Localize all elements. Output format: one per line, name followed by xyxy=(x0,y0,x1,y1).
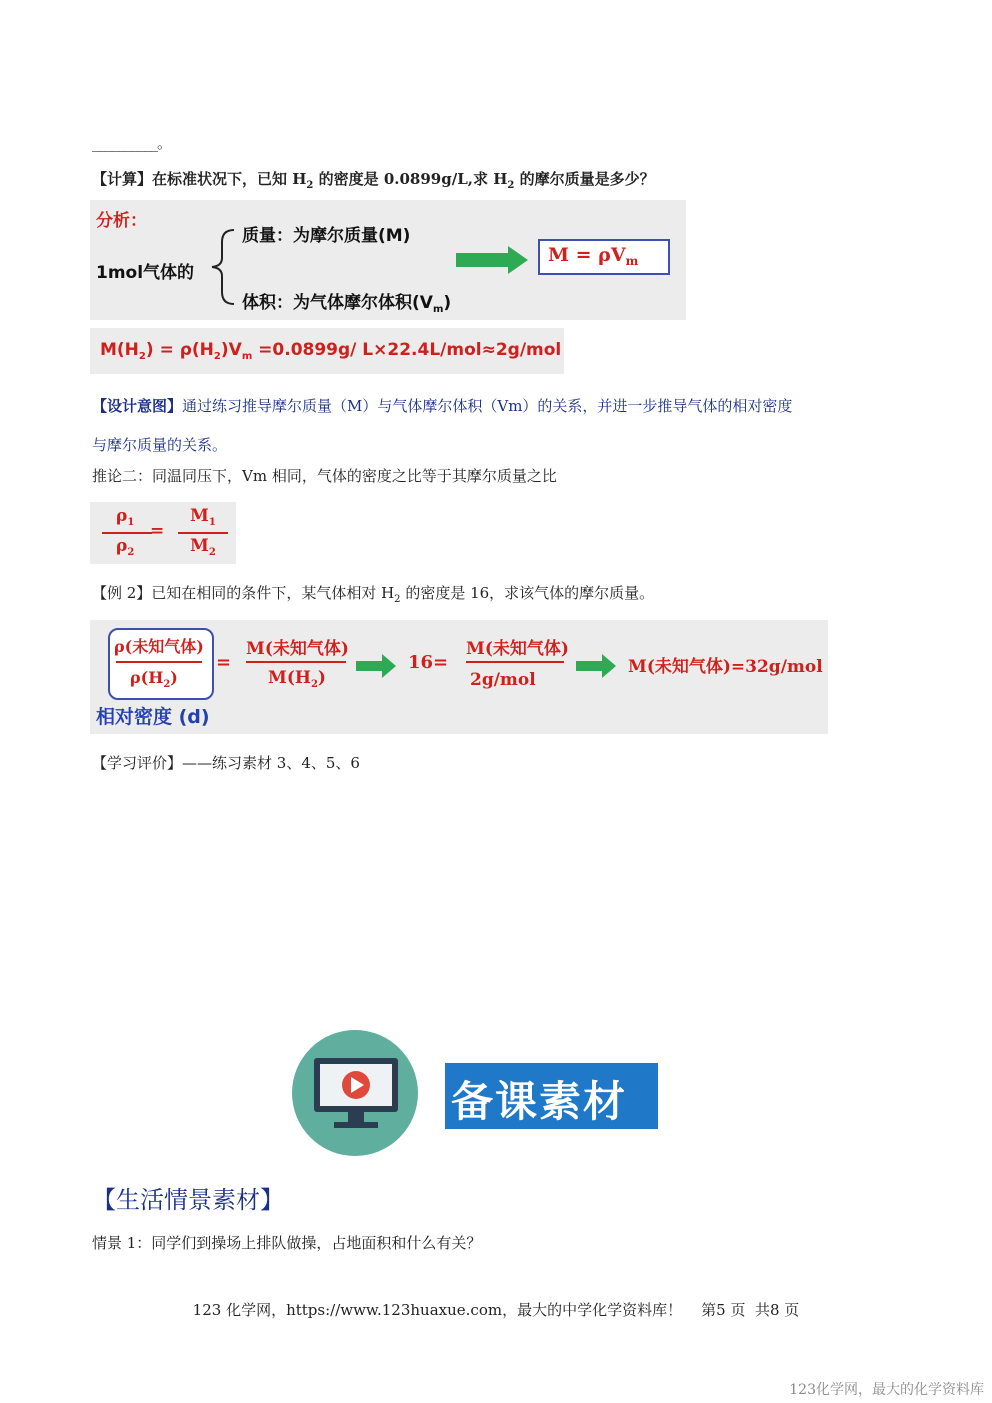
calc-text-c: 的摩尔质量是多少？ xyxy=(514,170,655,188)
result-s3: m xyxy=(241,351,253,362)
page-footer: 123 化学网，https://www.123huaxue.com，最大的中学化学资料库！ 第5 页 共8 页 xyxy=(192,1301,800,1319)
monitor-play-icon xyxy=(310,1056,402,1136)
watermark: 123化学网，最大的化学资料库 xyxy=(789,1382,984,1398)
relative-density-label: 相对密度 (d) xyxy=(96,706,210,728)
blank-underline: __________ xyxy=(92,134,157,152)
rho-frac-line xyxy=(116,661,202,663)
result-s1: 2 xyxy=(138,351,146,362)
volume-text-a: 体积：为气体摩尔体积(V xyxy=(242,293,433,313)
evaluation: 【学习评价】——练习素材 3、4、5、6 xyxy=(92,754,360,772)
f-numerator: M(未知气体) xyxy=(466,639,569,659)
example-box xyxy=(90,620,828,734)
result-formula xyxy=(100,340,561,362)
green-arrow-icon-1 xyxy=(356,654,398,678)
section-title: 【生活情景素材】 xyxy=(92,1186,284,1214)
ratio-line-right xyxy=(178,532,228,534)
result-box xyxy=(90,328,564,374)
formula-text xyxy=(548,244,638,268)
example-sub: 2 xyxy=(394,594,401,605)
example-text-b: 的密度是 16，求该气体的摩尔质量。 xyxy=(400,584,655,602)
green-arrow-icon-2 xyxy=(576,654,618,678)
design-intent xyxy=(92,387,912,465)
final-answer: M(未知气体)=32g/mol xyxy=(628,657,823,677)
box-equals-1: = xyxy=(216,652,232,673)
example-text-a: 【例 2】已知在相同的条件下，某气体相对 H xyxy=(92,584,395,602)
volume-line xyxy=(242,288,451,315)
result-d: =0.0899g/ L×22.4L/mol≈2g/mol xyxy=(252,340,562,360)
calc-text-b: 的密度是 0.0899g/L,求 H xyxy=(313,170,508,188)
m2: $M_2$ xyxy=(190,536,216,558)
analysis-box xyxy=(90,200,686,320)
example-2 xyxy=(92,582,654,605)
sixteen-equals: 16= xyxy=(408,652,449,673)
period: 。 xyxy=(157,134,173,152)
f-denominator: 2g/mol xyxy=(470,670,536,690)
design-text: 通过练习推导摩尔质量（M）与气体摩尔体积（Vm）的关系，并进一步推导气体的相对密度 xyxy=(182,397,793,415)
formula-main: M = ρV xyxy=(548,244,626,266)
rho-denominator: $\rho(H_2)$ xyxy=(130,668,178,690)
green-arrow-icon xyxy=(456,246,530,274)
ratio-box xyxy=(90,502,236,564)
rho1: $\rho_1$ xyxy=(116,506,135,528)
m-denominator: $M(H_2)$ xyxy=(268,668,326,690)
ratio-line-left xyxy=(102,532,152,534)
m-frac-line xyxy=(246,661,346,663)
banner xyxy=(292,1030,662,1160)
f-frac-line xyxy=(466,661,564,663)
calc-text-a: 在标准状况下，已知 H xyxy=(152,170,307,188)
analysis-title: 分析： xyxy=(96,211,147,231)
result-b: ) = ρ(H xyxy=(145,340,214,360)
banner-text: 备课素材 xyxy=(451,1077,628,1126)
calc-sub-a: 2 xyxy=(306,180,314,191)
brace-icon xyxy=(208,228,238,306)
formula-box xyxy=(538,239,670,275)
mass-line: 质量：为摩尔质量(M) xyxy=(242,226,411,246)
design-bracket: 【设计意图】 xyxy=(92,397,183,415)
design-text2: 与摩尔质量的关系。 xyxy=(92,436,228,454)
volume-text-b: ) xyxy=(443,293,452,313)
ratio-equals: = xyxy=(150,521,165,541)
result-a: M(H xyxy=(100,340,139,360)
calc-bracket: 【计算】 xyxy=(92,170,153,188)
calc-sub-b: 2 xyxy=(507,180,515,191)
result-c: )V xyxy=(220,340,242,360)
result-s2: 2 xyxy=(213,351,221,362)
scene-1: 情景 1：同学们到操场上排队做操，占地面积和什么有关？ xyxy=(92,1234,482,1252)
rho2: $\rho_2$ xyxy=(116,536,135,558)
volume-sub: m xyxy=(432,304,444,315)
blank-line xyxy=(92,132,172,153)
inference: 推论二：同温同压下，Vm 相同，气体的密度之比等于其摩尔质量之比 xyxy=(92,467,557,485)
analysis-left: 1mol气体的 xyxy=(96,263,195,283)
rho-numerator: ρ(未知气体) xyxy=(114,637,204,656)
m-numerator: M(未知气体) xyxy=(246,639,349,659)
banner-label xyxy=(445,1063,658,1129)
m1: $M_1$ xyxy=(190,506,216,528)
calc-question xyxy=(92,168,655,191)
formula-sub: m xyxy=(625,254,639,268)
